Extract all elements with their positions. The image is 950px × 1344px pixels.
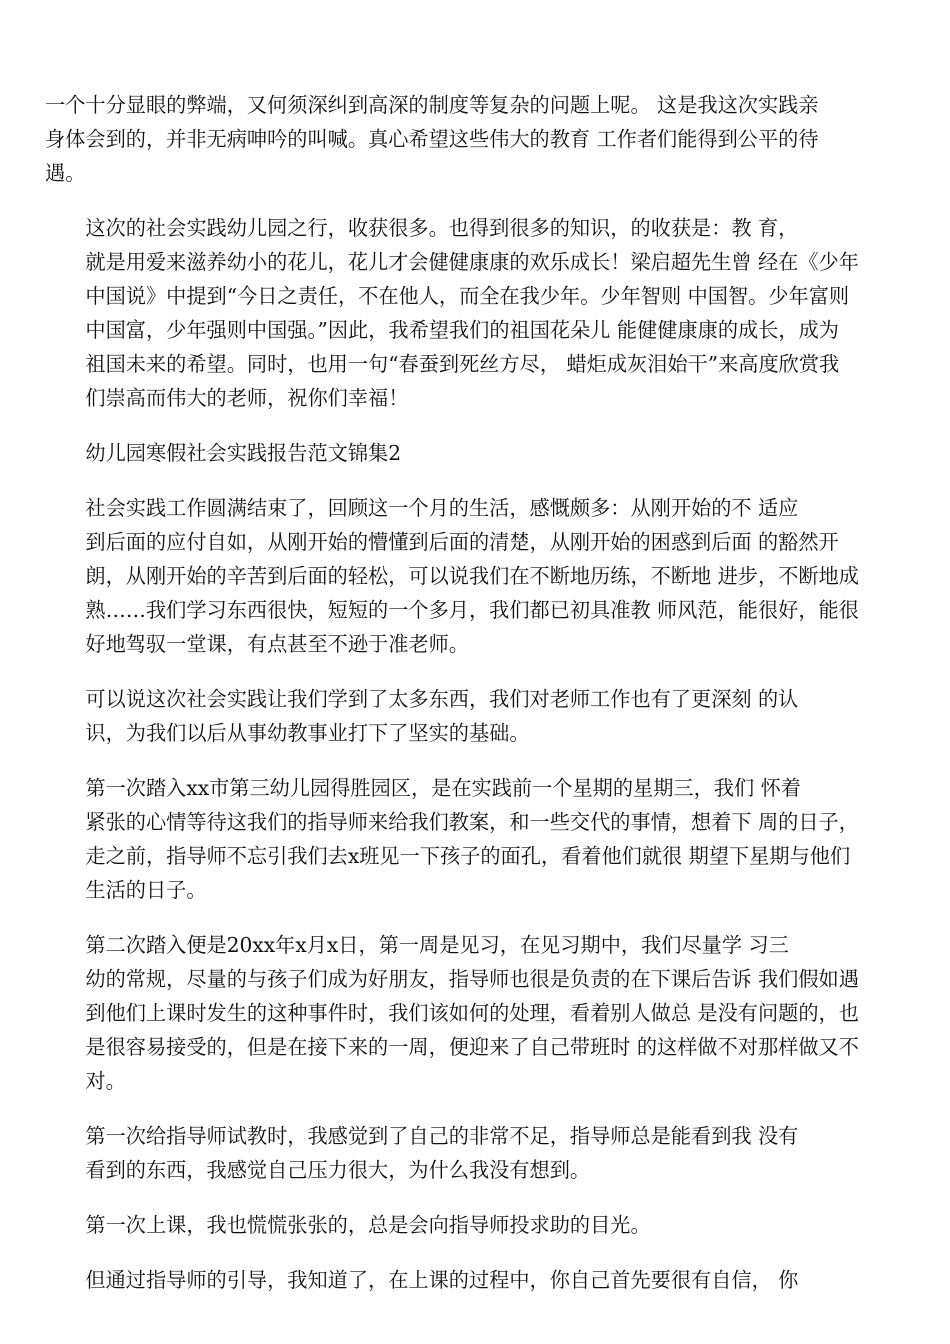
paragraph xyxy=(45,1263,915,1297)
text-line: 走之前，指导师不忘引我们去x班见一下孩子的面孔，看着他们就很 期望下星期与他们 xyxy=(85,844,851,868)
text-line: 第二次踏入便是20xx年x月x日，第一周是见习，在见习期中，我们尽量学 习三 xyxy=(85,933,789,957)
paragraph xyxy=(45,211,915,415)
text-line: 到他们上课时发生的这种事件时，我们该如何的处理，看着别人做总 是没有问题的，也 xyxy=(85,1001,859,1025)
text-line: 可以说这次社会实践让我们学到了太多东西，我们对老师工作也有了更深刻 的认 xyxy=(85,687,799,711)
text-line: 第一次给指导师试教时，我感觉到了自己的非常不足，指导师总是能看到我 没有 xyxy=(85,1124,799,1148)
text-line: 祖国未来的希望。同时，也用一句“春蚕到死丝方尽， 蜡炬成灰泪始干”来高度欣赏我 xyxy=(85,352,840,376)
text-line: 生活的日子。 xyxy=(85,878,207,902)
text-line: 对。 xyxy=(85,1069,126,1093)
text-line: 熟……我们学习东西很快，短短的一个多月，我们都已初具准教 师风范，能很好，能很 xyxy=(85,598,859,622)
paragraph xyxy=(45,1119,915,1187)
text-line: 遇。 xyxy=(45,161,86,185)
text-line: 好地驾驭一堂课，有点甚至不逊于准老师。 xyxy=(85,632,469,656)
paragraph xyxy=(45,771,915,907)
paragraph xyxy=(45,491,915,661)
paragraph xyxy=(45,88,915,190)
text-line: 就是用爱来滋养幼小的花儿，花儿才会健健康康的欢乐成长！梁启超先生曾 经在《少年 xyxy=(85,250,859,274)
text-line: 这次的社会实践幼儿园之行，收获很多。也得到很多的知识，的收获是：教 育， xyxy=(85,216,799,240)
text-line: 朗，从刚开始的辛苦到后面的轻松，可以说我们在不断地历练，不断地 进步，不断地成 xyxy=(85,564,859,588)
document-page xyxy=(45,88,915,1318)
text-line: 幼的常规，尽量的与孩子们成为好朋友，指导师也很是负责的在下课后告诉 我们假如遇 xyxy=(85,967,859,991)
text-line: 社会实践工作圆满结束了，回顾这一个月的生活，感慨颇多：从刚开始的不 适应 xyxy=(85,496,799,520)
text-line: 第一次上课，我也慌慌张张的，总是会向指导师投求助的目光。 xyxy=(85,1213,651,1237)
paragraph xyxy=(45,1208,915,1242)
text-line: 中国富，少年强则中国强。”因此，我希望我们的祖国花朵儿 能健健康康的成长，成为 xyxy=(85,318,839,342)
text-line: 第一次踏入xx市第三幼儿园得胜园区，是在实践前一个星期的星期三，我们 怀着 xyxy=(85,776,801,800)
paragraph xyxy=(45,928,915,1098)
text-line: 们崇高而伟大的老师，祝你们幸福！ xyxy=(85,386,409,410)
paragraph xyxy=(45,436,915,470)
text-line: 识，为我们以后从事幼教事业打下了坚实的基础。 xyxy=(85,721,530,745)
text-line: 幼儿园寒假社会实践报告范文锦集2 xyxy=(85,441,402,465)
paragraph xyxy=(45,682,915,750)
text-line: 到后面的应付自如，从刚开始的懵懂到后面的清楚，从刚开始的困惑到后面 的豁然开 xyxy=(85,530,839,554)
text-line: 看到的东西，我感觉自己压力很大，为什么我没有想到。 xyxy=(85,1158,591,1182)
text-line: 一个十分显眼的弊端，又何须深纠到高深的制度等复杂的问题上呢。 这是我这次实践亲 xyxy=(45,93,819,117)
text-line: 紧张的心情等待这我们的指导师来给我们教案，和一些交代的事情，想着下 周的日子， xyxy=(85,810,859,834)
text-line: 身体会到的，并非无病呻吟的叫喊。真心希望这些伟大的教育 工作者们能得到公平的待 xyxy=(45,127,819,151)
text-line: 是很容易接受的，但是在接下来的一周，便迎来了自己带班时 的这样做不对那样做又不 xyxy=(85,1035,859,1059)
text-line: 中国说》中提到“今日之责任，不在他人，而全在我少年。少年智则 中国智。少年富则 xyxy=(85,284,850,308)
text-line: 但通过指导师的引导，我知道了，在上课的过程中，你自己首先要很有自信， 你 xyxy=(85,1268,799,1292)
